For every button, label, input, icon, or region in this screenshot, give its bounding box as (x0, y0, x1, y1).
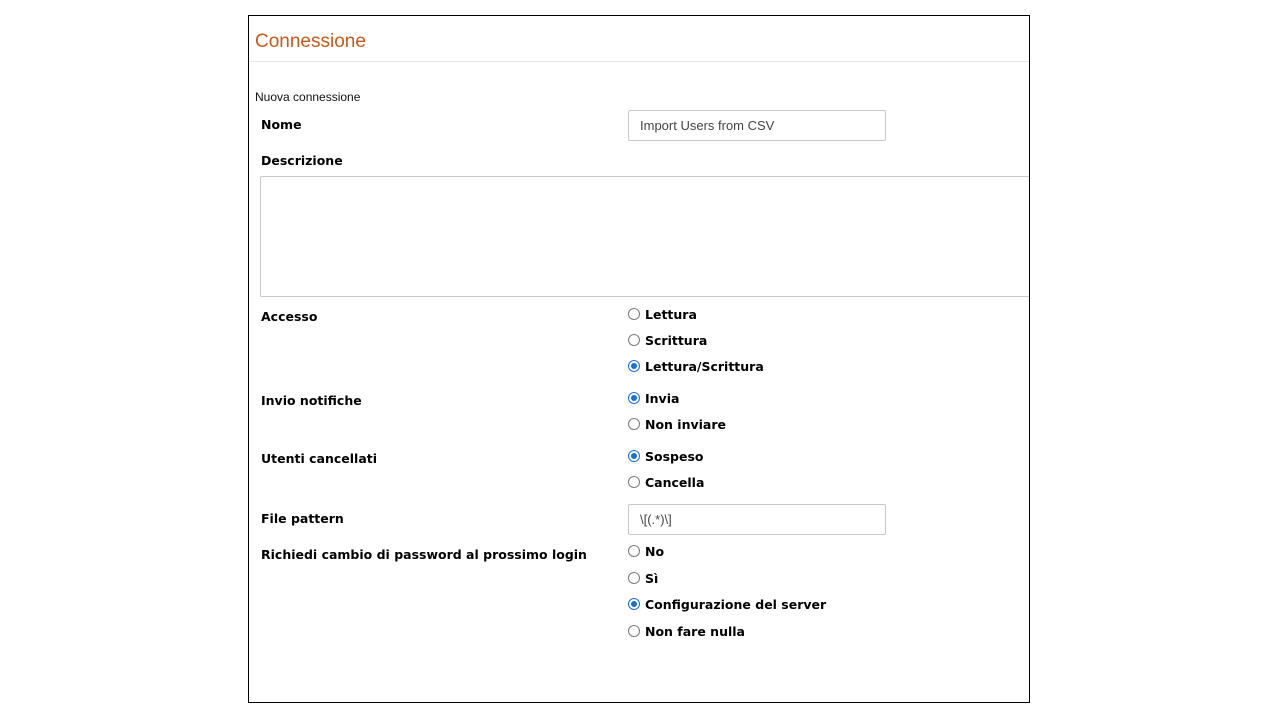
cambio-password-label: Richiedi cambio di password al prossimo login (261, 547, 587, 562)
cambio-password-option-label: Configurazione del server (645, 596, 827, 612)
utenti-cancellati-option-label: Sospeso (645, 448, 704, 464)
radio-button[interactable] (628, 450, 640, 462)
accesso-option-label: Lettura/Scrittura (645, 358, 764, 374)
accesso-option-lettura[interactable] (628, 305, 697, 323)
connection-panel (248, 15, 1030, 703)
utenti-cancellati-label: Utenti cancellati (261, 451, 378, 466)
utenti-cancellati-option-cancella[interactable] (628, 473, 704, 491)
accesso-option-lettura-scrittura[interactable] (628, 357, 764, 375)
radio-button[interactable] (628, 360, 640, 372)
radio-button[interactable] (628, 545, 640, 557)
radio-button[interactable] (628, 625, 640, 637)
utenti-cancellati-option-label: Cancella (645, 474, 705, 490)
accesso-option-label: Scrittura (645, 332, 708, 348)
file-pattern-input[interactable] (628, 504, 886, 535)
accesso-option-scrittura[interactable] (628, 331, 707, 349)
invio-notifiche-label: Invio notifiche (261, 393, 362, 408)
utenti-cancellati-option-sospeso[interactable] (628, 447, 703, 465)
cambio-password-option-label: Sì (645, 570, 659, 586)
panel-title: Connessione (255, 31, 366, 52)
cambio-password-option-label: Non fare nulla (645, 623, 745, 639)
radio-button[interactable] (628, 392, 640, 404)
cambio-password-option-label: No (645, 543, 665, 559)
title-divider (249, 61, 1029, 62)
accesso-option-label: Lettura (645, 306, 697, 322)
invio-notifiche-option-invia[interactable] (628, 389, 679, 407)
file-pattern-label: File pattern (261, 511, 344, 526)
invio-notifiche-option-label: Non inviare (645, 416, 726, 432)
cambio-password-option-non-fare-nulla[interactable] (628, 622, 745, 640)
descrizione-textarea[interactable] (260, 176, 1030, 297)
cambio-password-option-configurazione[interactable] (628, 595, 826, 613)
radio-button[interactable] (628, 572, 640, 584)
invio-notifiche-option-non-inviare[interactable] (628, 415, 726, 433)
cambio-password-option-no[interactable] (628, 542, 664, 560)
radio-button[interactable] (628, 308, 640, 320)
descrizione-label: Descrizione (261, 153, 343, 168)
cambio-password-option-si[interactable] (628, 569, 658, 587)
radio-button[interactable] (628, 476, 640, 488)
radio-button[interactable] (628, 598, 640, 610)
invio-notifiche-option-label: Invia (645, 390, 680, 406)
nome-input[interactable] (628, 110, 886, 141)
accesso-label: Accesso (261, 309, 318, 324)
radio-button[interactable] (628, 334, 640, 346)
nome-label: Nome (261, 117, 302, 132)
radio-button[interactable] (628, 418, 640, 430)
panel-subtitle: Nuova connessione (255, 90, 361, 104)
